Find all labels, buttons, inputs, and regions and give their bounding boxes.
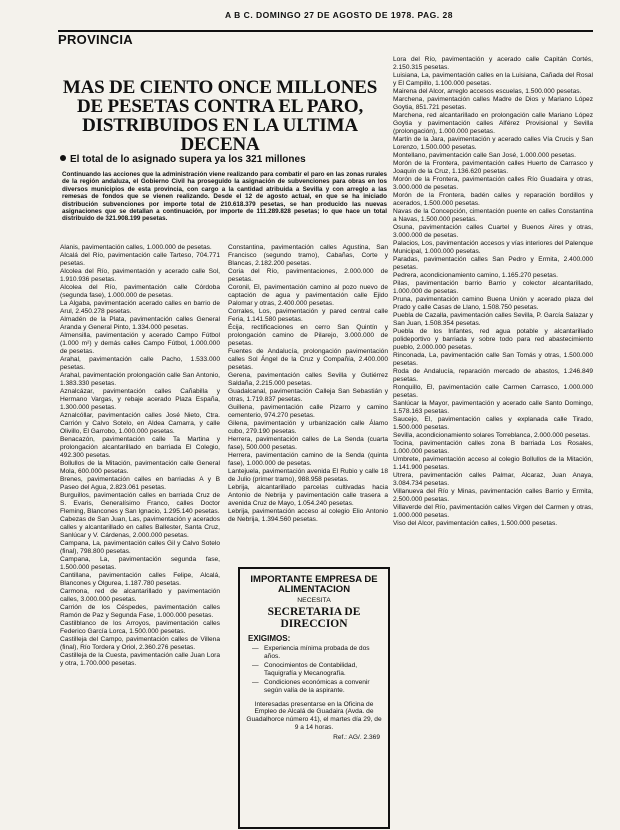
list-item: Alcolea del Río, pavimentación y acerado calle Sol, 1.910.936 pesetas. [60, 268, 220, 283]
list-item: Carmona, red de alcantarillado y pavimentación calles, 3.000.000 pesetas. [60, 588, 220, 603]
list-item: Rinconada, La, pavimentación calle San Tomás y otras, 1.500.000 pesetas. [393, 352, 593, 367]
list-item: Carrión de los Céspedes, pavimentación calles Ramón de Paz y Segunda Fase, 1.000.000 pesetas. [60, 604, 220, 619]
list-item: Sanlúcar la Mayor, pavimentación y acerado calle Santo Domingo, 1.578.163 pesetas. [393, 400, 593, 415]
ad-company: IMPORTANTE EMPRESA DE ALIMENTACION [250, 574, 378, 595]
list-item: Ronquillo, El, pavimentación calle Carmen Carrasco, 1.000.000 pesetas. [393, 384, 593, 399]
list-item: Pedrera, acondicionamiento camino, 1.165.270 pesetas. [393, 272, 558, 279]
ad-contact: Interesadas presentarse en la Oficina de Empleo de Alcalá de Guadaira (Avda. de Guadalhorce número 41), el martes día 29, de 9 a 14 horas. [246, 700, 382, 731]
list-item: Almadén de la Plata, pavimentación calles General Aranda y General Pinto, 1.334.000 pesetas. [60, 316, 220, 331]
section-rule [58, 30, 593, 32]
list-item: Osuna, pavimentación calles Cuartel y Buenos Aires y otras, 3.000.000 de pesetas. [393, 224, 593, 239]
section-label: PROVINCIA [58, 32, 133, 47]
list-item: Gilena, pavimentación y urbanización calle Álamo cubo, 279.190 pesetas. [228, 420, 388, 435]
list-item: Sevilla, acondicionamiento solares Torreblanca, 2.000.000 pesetas. [393, 432, 591, 439]
subhead-text: El total de lo asignado supera ya los 321 millones [70, 154, 306, 165]
list-item: Martín de la Jara, pavimentación y acerado calles Vía Crucis y San Lorenzo, 1.500.000 pesetas. [393, 136, 593, 151]
ad-requirements-list [240, 645, 388, 695]
list-item: Campana, La, pavimentación segunda fase, 1.500.000 pesetas. [60, 556, 220, 571]
list-item: Castilleja del Campo, pavimentación calles de Villena (final), Río Tordera y Oriol, 2.360.276 pesetas. [60, 636, 220, 651]
article-column-3 [393, 56, 593, 826]
list-item: Navas de la Concepción, cimentación puente en calles Constantina a Navas, 1.500.000 pesetas. [393, 208, 593, 223]
list-item: Marchena, red alcantarillado en prolongación calle Mariano López Goytia y pavimentación calles Alférez Provisional y Sevilla (prolongación), 1.000.000 pesetas. [393, 112, 593, 135]
list-item: Coronil, El, pavimentación camino al pozo nuevo de captación de agua y pavimentación calle Ejido Palomar y otras, 2.400.000 pesetas. [228, 284, 388, 307]
list-item: Paradas, pavimentación calles San Pedro y Ermita, 2.400.000 pesetas. [393, 256, 593, 271]
list-item: Campana, La, pavimentación calles Gil y Calvo Sotelo (final), 798.800 pesetas. [60, 540, 220, 555]
list-item: Aznalcázar, pavimentación calles Cañabilla y Hermano Vargas, y rebaje acerado Plaza España, 1.300.000 pesetas. [60, 388, 220, 411]
list-item: Pruna, pavimentación camino Buena Unión y acerado plaza del Prado y calle Casas de Llano, 1.508.750 pesetas. [393, 296, 593, 311]
list-item: Utrera, pavimentación calles Palmar, Alcaraz, Juan Anaya, 3.084.734 pesetas. [393, 472, 593, 487]
list-item: Aznalcóllar, pavimentación calles José Nieto, Ctra. Carrión y Calvo Sotelo, en Aldea Camarra, y calle Olivillo, El Garrobo, 1.000.000 pesetas. [60, 412, 220, 435]
list-item: Herrera, pavimentación camino de la Senda (quinta fase), 1.000.000 de pesetas. [228, 452, 388, 467]
ad-position: SECRETARIA DE DIRECCION [267, 606, 361, 630]
list-item: Almensilla, pavimentación y acerado Campo Fútbol (1.000 m²) y demás calles Campo Fútbol, 1.000.000 de pesetas. [60, 332, 220, 355]
list-item: Lantejuela, pavimentación avenida El Rubio y calle 18 de Julio (primer tramo), 988.958 pesetas. [228, 468, 388, 483]
list-item: Puebla de Cazalla, pavimentación calles Sevilla, P. García Salazar y San Juan, 1.508.354 pesetas. [393, 312, 593, 327]
list-item: Cantillana, pavimentación calles Felipe, Alcalá, Blancones y Olgurea, 1.187.780 pesetas. [60, 572, 220, 587]
list-item: Fuentes de Andalucía, prolongación pavimentación calles Sol Ángel de la Cruz y Compañía, 2.400.000 pesetas. [228, 348, 388, 371]
list-item: Puebla de los Infantes, red agua potable y alcantarillado polideportivo y barriada y sobre todo para red abastecimiento pueblo, 2.000.000 pesetas. [393, 328, 593, 351]
list-item: Pilas, pavimentación barrio Barrio y colector alcantarillado, 1.000.000 de pesetas. [393, 280, 593, 295]
list-item: Castilleja de la Cuesta, pavimentación calle Juan Lora y otra, 1.700.000 pesetas. [60, 652, 220, 667]
list-item: Roda de Andalucía, reparación mercado de abastos, 1.246.849 pesetas. [393, 368, 593, 383]
list-item: Herrera, pavimentación calles de La Senda (cuarta fase), 500.000 pesetas. [228, 436, 388, 451]
list-item: Morón de la Frontera, badén calles y reparación bordillos y acerados, 1.500.000 pesetas. [393, 192, 593, 207]
list-item: — Condiciones económicas a convenir según valía de la aspirante. [252, 679, 370, 694]
list-item: Benacazón, pavimentación calle Ta Martina y prolongación alcantarillado en barriada El Colegio, 492.300 pesetas. [60, 436, 220, 459]
list-item: Cabezas de San Juan, Las, pavimentación y acerados calles y alcantarillado en calles Ballester, Santa Cruz, Sanlúcar y V. Cárdenas, 2.000.000 pesetas. [60, 516, 220, 539]
dash-icon: — [252, 679, 259, 687]
job-advertisement [238, 567, 390, 829]
list-item: Umbrete, pavimentación acceso al colegio Bollullos de la Mitación, 1.141.900 pesetas. [393, 456, 593, 471]
list-item: La Algaba, pavimentación acerado calles en barrio de Arul, 2.450.278 pesetas. [60, 300, 220, 315]
list-item: Palacios, Los, pavimentación accesos y vías interiores del Palenque Municipal, 1.000.000 pesetas. [393, 240, 593, 255]
list-item: Arahal, pavimentación calle Pacho, 1.533.000 pesetas. [60, 356, 220, 371]
list-item: Burguillos, pavimentación calles en barriada Cruz de S. Evaris, Generalísimo Franco, calles Doctor Fleming, Blancones y San Ignacio, 1.295.140 pesetas. [60, 492, 220, 515]
article-column-1 [60, 244, 220, 826]
list-item: Coria del Río, pavimentaciones, 2.000.000 de pesetas. [228, 268, 388, 283]
list-item: Écija, rectificaciones en cerro San Quintín y prolongación camino de Pilarejo, 3.000.000 de pesetas. [228, 324, 388, 347]
list-item: Alanis, pavimentación calles, 1.000.000 de pesetas. [60, 244, 212, 251]
article-subhead [60, 154, 390, 165]
article-column-2 [228, 244, 388, 554]
list-item: Arahal, pavimentación prolongación calle San Antonio, 1.383.330 pesetas. [60, 372, 220, 387]
list-item: Lebrija, pavimentación acceso al colegio Elio Antonio de Nebrija, 1.394.560 pesetas. [228, 508, 388, 523]
list-item: Constantina, pavimentación calles Agustina, San Francisco (segundo tramo), Cabañas, Corte y Blancas, 2.182.200 pesetas. [228, 244, 388, 267]
bullet-icon [60, 155, 66, 161]
list-item: Villaverde del Río, pavimentación calles Virgen del Carmen y otras, 1.000.000 pesetas. [393, 504, 593, 519]
list-item: Alcalá del Río, pavimentación calle Tarteso, 704.771 pesetas. [60, 252, 220, 267]
list-item: Lora del Río, pavimentación y acerado calle Capitán Cortés, 2.150.315 pesetas. [393, 56, 593, 71]
list-item: Viso del Alcor, pavimentación calles, 1.500.000 pesetas. [393, 520, 558, 527]
list-item: Marchena, pavimentación calles Madre de Dios y Mariano López Goytia, 851.721 pesetas. [393, 96, 593, 111]
list-item: Montellano, pavimentación calle San José, 1.000.000 pesetas. [393, 152, 576, 159]
ad-reference: Ref.: AG/. 2.369 [333, 733, 380, 741]
list-item: — Conocimientos de Contabilidad, Taquigrafía y Mecanografía. [252, 662, 358, 677]
list-item: Castilblanco de los Arroyos, pavimentación calles Federico García Lorca, 1.500.000 pesetas. [60, 620, 220, 635]
article-intro: Continuando las acciones que la administración viene realizando para combatir el paro en las zonas rurales de la región andaluza, el Gobierno Civil ha proseguido la asignación de subvenciones para obras en los diversos municipios de esta provincia, con cargo a la cantidad atribuida a Sevilla y con arreglo a las remesas de fondos que se vienen realizando. Desde el 12 de agosto actual, en que se ha iniciado distribución subvenciones por importe total de 210.618.379 pesetas, se han producido las nuevas asignaciones que se detallan a continuación, por importe de 111.289.828 pesetas; lo que hace un total distribuido de 321.908.199 pesetas. [62, 171, 387, 223]
list-item: Corrales, Los, pavimentación y pared central calle Feria, 1.141.580 pesetas. [228, 308, 388, 323]
list-item: Luisiana, La, pavimentación calles en la Luisiana, Cañada del Rosal y El Campillo, 1.100.000 pesetas. [393, 72, 593, 87]
list-item: Bollullos de la Mitación, pavimentación calle General Mola, 600.000 pesetas. [60, 460, 220, 475]
ad-requirements-label: EXIGIMOS: [248, 634, 291, 643]
list-item: Brenes, pavimentación calles en barriadas A y B Paseo del Agua, 2.823.061 pesetas. [60, 476, 220, 491]
list-item: Tocina, pavimentación calles zona B barriada Los Rosales, 1.000.000 pesetas. [393, 440, 593, 455]
list-item: Mairena del Alcor, arreglo accesos escuelas, 1.500.000 pesetas. [393, 88, 582, 95]
list-item: Saucejo, El, pavimentación calles y explanada calle Tirado, 1.500.000 pesetas. [393, 416, 593, 431]
list-item: Gerena, pavimentación calles Sevilla y Gutiérrez Saldaña, 2.215.000 pesetas. [228, 372, 388, 387]
dash-icon: — [252, 662, 259, 670]
dash-icon: — [252, 645, 259, 652]
list-item: Villanueva del Río y Minas, pavimentación calles Barrio y Ermita, 2.500.000 pesetas. [393, 488, 593, 503]
article-headline: MAS DE CIENTO ONCE MILLONES DE PESETAS CONTRA EL PARO, DISTRIBUIDOS EN LA ULTIMA DECENA [62, 77, 378, 155]
page-header: A B C. DOMINGO 27 DE AGOSTO DE 1978. PAG. 28 [225, 10, 453, 20]
list-item: Lebrija, alcantarillado parcelas cultivadas hacia Antonio de Nebrija y pavimentación calle trasera a avenida Cruz de Mayo, 1.054.240 pesetas. [228, 484, 388, 507]
list-item: Guadalcanal, pavimentación Calleja San Sebastián y otras, 1.719.837 pesetas. [228, 388, 388, 403]
list-item: Guillena, pavimentación calle Pizarro y camino cementerio, 974.270 pesetas. [228, 404, 388, 419]
list-item: — Experiencia mínima probada de dos años. [252, 645, 370, 660]
list-item: Morón de la Frontera, pavimentación calles Río Guadaira y otras, 3.000.000 de pesetas. [393, 176, 593, 191]
ad-needs: NECESITA [297, 597, 331, 604]
list-item: Morón de la Frontera, pavimentación calles Huerto de Carrasco y Joaquín de la Cruz, 1.136.620 pesetas. [393, 160, 593, 175]
list-item: Alcolea del Río, pavimentación calle Córdoba (segunda fase), 1.000.000 de pesetas. [60, 284, 220, 299]
